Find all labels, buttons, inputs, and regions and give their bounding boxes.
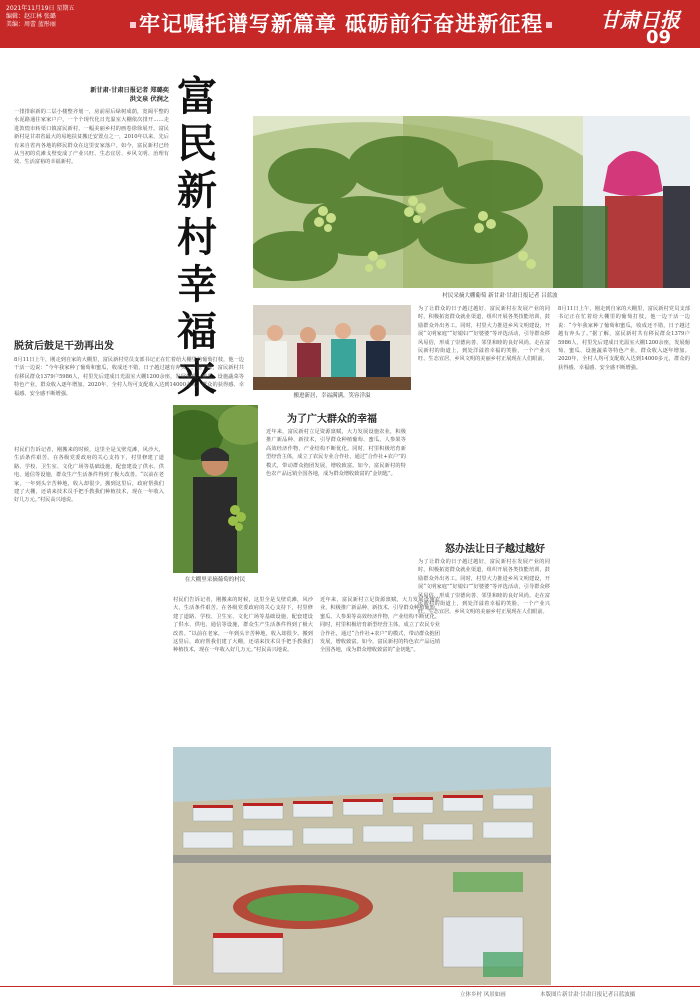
- byline-line-2: 洪文泉 伏润之: [129, 96, 169, 103]
- header-date: 2021年11月19日 星期五: [6, 5, 75, 12]
- header-proof: 美编：周蕾 蓝彤丽: [6, 21, 56, 28]
- column-2-text: 村民们告诉记者，刚搬来的时候，这里全是戈壁荒滩，风沙大，生活条件艰苦。在各级党委政府的关心支持下，村里修建了道路、学校、卫生室、文化广场等基础设施，配套建设了供水、供电、通信等设施，群众生产生活条件得到了极大改善。“以前在老家，一年到头辛苦种地，收入却很少。搬到这里后，政府帮我们建了大棚，还请来技术员手把手教我们种植技术，现在一年收入好几万元。”村民高兴地说。: [173, 597, 313, 654]
- family-illustration: [253, 305, 411, 390]
- title-char: 幸: [177, 262, 217, 308]
- byline-line-1: 新甘肃·甘肃日报记者 郑璐奕: [90, 87, 169, 94]
- byline: [14, 86, 169, 104]
- village-aerial-photo: [173, 747, 551, 985]
- article-title: [174, 74, 220, 403]
- header-editor: 编辑：赵江林 张璐: [6, 13, 56, 20]
- section-2-text: 近年来，富民新村立足资源禀赋，大力发展设施农业，积极推广新品种、新技术，引导群众种植葡萄、蜜瓜、人参果等高效经济作物，产业结构不断优化。同时，村里积极培育新型经营主体，成立了农民专业合作社，通过“合作社+农户”的模式，带动群众抱团发展，增收致富。如今，富民新村的特色农产品远销全国各地，成为群众增收致富的“金钥匙”。: [266, 429, 406, 478]
- section-3-text: 为了让群众的日子越过越好，富民新村在发展产业的同时，积极拓宽群众就业渠道，组织开展各类技能培训，鼓励群众外出务工。同时，村里大力推进乡风文明建设，开展“文明家庭”“好媳妇”“好婆婆”等评选活动，引导群众移风易俗，形成了崇德向善、邻里和睦的良好风尚。走在富民新村的街道上，到处洋溢着幸福的笑脸，一个产业兴旺、生态宜居、乡风文明的美丽乡村正展现在人们眼前。: [418, 559, 550, 616]
- column-3-text: 近年来，富民新村立足资源禀赋，大力发展设施农业，积极推广新品种、新技术，引导群众种植葡萄、蜜瓜、人参果等高效经济作物，产业结构不断优化。同时，村里积极培育新型经营主体，成立了农民专业合作社，通过“合作社+农户”的模式，带动群众抱团发展，增收致富。如今，富民新村的特色农产品远销全国各地，成为群众增收致富的“金钥匙”。: [320, 597, 440, 654]
- banner-square-icon: [130, 22, 136, 28]
- title-char: 民: [177, 121, 217, 167]
- banner-text: 牢记嘱托谱写新篇章 砥砺前行奋进新征程: [139, 12, 544, 36]
- footer-credit: 本版图片新甘肃·甘肃日报记者吕蓝波摄: [540, 992, 636, 998]
- section-heading-2: 为了广大群众的幸福: [287, 414, 377, 425]
- banner-square-icon: [546, 22, 552, 28]
- section-heading-3: 怒办法让日子越过越好: [445, 544, 545, 555]
- title-char: 福: [177, 309, 217, 355]
- lead-paragraph: 一排排崭新的二层小楼整齐划一，房前屋后绿树成荫，宽阔平整的水泥路通往家家户户，一个个现代化日光温室大棚依次排开……走进敦煌市转渠口镇富民新村，一幅美丽乡村的画卷徐徐展开。富民新村是甘肃省最大的易地扶贫搬迁安置点之一，2010年以来，先后有来自省内各地的移民群众在这里安家落户。如今，富民新村已经从当初的荒滩戈壁变成了产业兴旺、生态宜居、乡风文明、治理有效、生活富裕的幸福新村。: [14, 109, 169, 166]
- top-photo-caption: 村民采摘大棚葡萄 新甘肃·甘肃日报记者 吕蓝波: [442, 293, 558, 299]
- greenhouse-photo: [253, 116, 690, 288]
- column-5-text: 8月11日上午，刚走到自家的大棚里，富民新村党员支部书记正在忙着给大棚里的葡萄打枝，他一边干活一边说：“今年我家种了葡萄和蜜瓜，收成还不错，日子越过越有奔头了。”据了解，富民新村共有移民群众1379户5986人，村里先后建成日光温室大棚1200余座，发展葡萄、蜜瓜、设施蔬菜等特色产业，群众收入逐年增加。2020年，全村人均可支配收入达到14000多元，群众的获得感、幸福感、安全感不断增强。: [558, 306, 690, 371]
- section-heading-1: 脱贫后鼓足干劲再出发: [14, 341, 114, 352]
- family-photo: [253, 305, 411, 390]
- column-1-text: 村民们告诉记者，刚搬来的时候，这里全是戈壁荒滩，风沙大，生活条件艰苦。在各级党委政府的关心支持下，村里修建了道路、学校、卫生室、文化广场等基础设施，配套建设了供水、供电、通信等设施，群众生产生活条件得到了极大改善。“以前在老家，一年到头辛苦种地，收入却很少。搬到这里后，政府帮我们建了大棚，还请来技术员手把手教我们种植技术，现在一年收入好几万元。”村民高兴地说。: [14, 447, 164, 504]
- page-number: 09: [646, 27, 672, 48]
- farmer-photo-caption: 在大棚里采摘葡萄的村民: [184, 577, 246, 583]
- footer-caption: 立体乡村 风景如画: [460, 992, 506, 998]
- village-illustration: [173, 747, 551, 985]
- banner-headline: [130, 8, 552, 38]
- section-1-text: 8月11日上午，刚走到自家的大棚里，富民新村党员支部书记正在忙着给大棚里的葡萄打枝，他一边干活一边说：“今年我家种了葡萄和蜜瓜，收成还不错，日子越过越有奔头了。”据了解，富民新村共有移民群众1379户5986人，村里先后建成日光温室大棚1200余座，发展葡萄、蜜瓜、设施蔬菜等特色产业，群众收入逐年增加。2020年，全村人均可支配收入达到14000多元，群众的获得感、幸福感、安全感不断增强。: [14, 357, 244, 397]
- header-meta: [6, 5, 74, 29]
- newspaper-logo: 甘肃日报: [600, 8, 680, 32]
- family-photo-caption: 搬进新居，幸福满满，笑容洋溢: [293, 393, 371, 399]
- footer-rule: [0, 986, 700, 987]
- column-4-text: 为了让群众的日子越过越好，富民新村在发展产业的同时，积极拓宽群众就业渠道，组织开展各类技能培训，鼓励群众外出务工。同时，村里大力推进乡风文明建设，开展“文明家庭”“好媳妇”“好婆婆”等评选活动，引导群众移风易俗，形成了崇德向善、邻里和睦的良好风尚。走在富民新村的街道上，到处洋溢着幸福的笑脸，一个产业兴旺、生态宜居、乡风文明的美丽乡村正展现在人们眼前。: [418, 306, 550, 363]
- title-char: 富: [177, 74, 217, 120]
- title-char: 来: [177, 356, 217, 402]
- farmer-illustration: [173, 405, 258, 573]
- greenhouse-illustration: [253, 116, 690, 288]
- page-header: [0, 0, 700, 48]
- title-char: 村: [177, 215, 217, 261]
- farmer-photo: [173, 405, 258, 573]
- title-char: 新: [177, 168, 217, 214]
